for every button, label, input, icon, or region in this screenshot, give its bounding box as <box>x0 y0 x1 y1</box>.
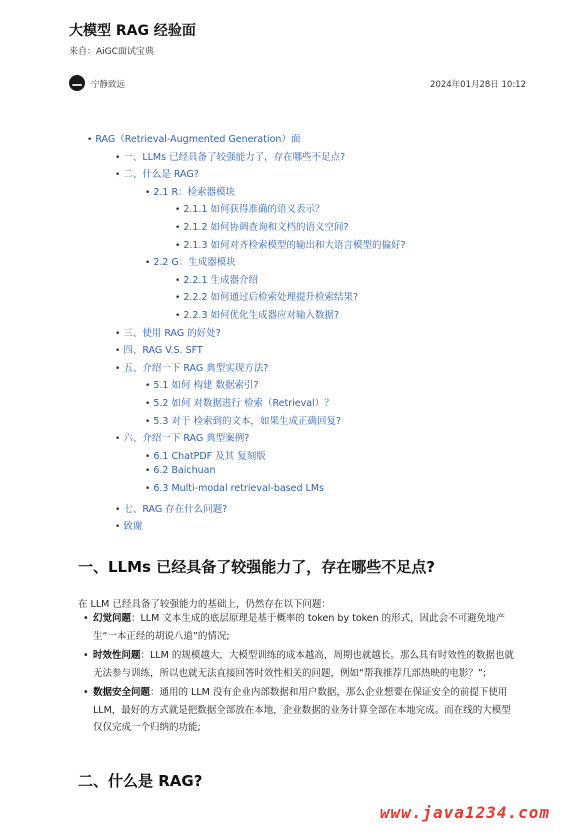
section-heading-2: 二、什么是 RAG? <box>78 772 203 790</box>
bullet-icon: • <box>175 223 181 233</box>
toc-link[interactable]: 6.1 ChatPDF 及其 复刻版 <box>153 450 266 462</box>
toc-link[interactable]: 2.2.1 生成器介绍 <box>183 274 259 286</box>
toc-link[interactable]: 四、RAG V.S. SFT <box>123 345 203 357</box>
toc-link[interactable]: 五、介绍一下 RAG 典型实现方法? <box>123 362 269 374</box>
toc-link[interactable]: 5.2 如何 对数据进行 检索（Retrieval）？ <box>153 398 334 409</box>
bullet-icon: • <box>83 613 89 624</box>
toc-item[interactable] <box>175 289 358 303</box>
toc-item[interactable] <box>115 430 249 444</box>
toc-link[interactable]: 6.2 Baichuan <box>153 465 216 477</box>
bullet-icon: • <box>83 650 89 661</box>
toc-item[interactable] <box>145 395 334 409</box>
toc-link[interactable]: 5.1 如何 构建 数据索引? <box>153 380 259 392</box>
bullet-icon: • <box>145 258 151 269</box>
source-line: 来自：AiGC面试宝典 <box>69 47 154 57</box>
bullet-icon: • <box>115 363 121 374</box>
toc-link[interactable]: 三、使用 RAG 的好处? <box>123 327 221 339</box>
toc-item[interactable] <box>115 360 268 374</box>
toc-item[interactable] <box>115 325 221 339</box>
toc-link[interactable]: RAG（Retrieval-Augmented Generation）面 <box>95 134 301 145</box>
toc-link[interactable]: 2.1.3 如何对齐检索模型的输出和大语言模型的偏好? <box>183 239 406 251</box>
list-item-term: 幻觉问题 <box>93 613 132 624</box>
bullet-icon: • <box>175 205 181 216</box>
toc-item[interactable] <box>115 149 345 163</box>
toc-link[interactable]: 六、介绍一下 RAG 典型案例? <box>123 433 250 445</box>
toc-item[interactable] <box>175 272 258 286</box>
bullet-icon: • <box>115 328 121 339</box>
toc-item[interactable] <box>175 307 339 321</box>
list-item <box>80 647 520 682</box>
bullet-icon: • <box>115 522 121 533</box>
post-date: 2024年01月28日 10:12 <box>430 80 526 90</box>
toc-link[interactable]: 2.1.1 如何获得准确的语义表示？ <box>183 204 325 216</box>
toc-item[interactable] <box>115 166 199 180</box>
toc-item[interactable] <box>87 131 300 145</box>
toc-item[interactable] <box>115 518 142 532</box>
toc-item[interactable] <box>145 483 324 494</box>
bullet-icon: • <box>87 135 93 145</box>
bullet-icon: • <box>115 152 121 163</box>
author-name[interactable]: 宁静致远 <box>91 80 126 90</box>
bullet-icon: • <box>175 240 181 251</box>
toc-link[interactable]: 5.3 对于 检索到的文本，如果生成正确回复? <box>153 415 342 427</box>
bullet-icon: • <box>145 484 151 494</box>
bullet-icon: • <box>115 504 121 515</box>
bullet-icon: • <box>145 399 151 409</box>
list-item-text: ：LLM 文本生成的底层原理是基于概率的 token by token 的形式，因此会不可避免地产生“一本正经的胡说八道”的情况; <box>93 613 506 642</box>
toc-link[interactable]: 二、什么是 RAG? <box>123 169 199 181</box>
toc-item[interactable] <box>145 184 235 198</box>
watermark: www.java1234.com <box>379 803 550 822</box>
section-heading-1: 一、LLMs 已经具备了较强能力了，存在哪些不足点? <box>78 558 435 576</box>
bullet-icon: • <box>145 381 151 392</box>
toc-link[interactable]: 一、LLMs 已经具备了较强能力了，存在哪些不足点? <box>123 151 346 163</box>
toc-item[interactable] <box>145 254 236 268</box>
toc-item[interactable] <box>175 219 349 233</box>
bullet-icon: • <box>175 293 181 304</box>
toc-link[interactable]: 2.2.2 如何通过后检索处理提升检索结果? <box>183 292 359 304</box>
bullet-icon: • <box>115 346 121 357</box>
list-item-text: ：LLM 的规模越大，大模型训练的成本越高，周期也就越长。那么具有时效性的数据也就无法参与训练，所以也就无法直接回答时效性相关的问题，例如“帮我推荐几部热映的电影？”; <box>93 650 514 679</box>
bullet-icon: • <box>145 466 151 477</box>
bullet-icon: • <box>145 416 151 427</box>
toc-link[interactable]: 2.1.2 如何协调查询和文档的语义空间? <box>183 222 349 233</box>
toc-link[interactable]: 2.1 R：检索器模块 <box>153 186 236 198</box>
bullet-icon: • <box>83 687 89 698</box>
bullet-icon: • <box>115 434 121 445</box>
toc-link[interactable]: 6.3 Multi-modal retrieval-based LMs <box>153 483 324 494</box>
toc-item[interactable] <box>145 413 341 427</box>
toc-item[interactable] <box>145 465 216 476</box>
avatar[interactable] <box>69 75 85 91</box>
toc-link[interactable]: 致谢 <box>123 521 143 533</box>
toc-link[interactable]: 七、RAG 存在什么问题? <box>123 503 228 515</box>
toc-link[interactable]: 2.2 G：生成器模块 <box>153 257 236 269</box>
bullet-icon: • <box>115 170 121 181</box>
list-item <box>80 684 520 737</box>
list-item-term: 数据安全问题 <box>93 687 151 698</box>
toc-item[interactable] <box>115 342 203 356</box>
list-item-text: ：通用的 LLM 没有企业内部数据和用户数据，那么企业想要在保证安全的前提下使用 LLM，最好的方式就是把数据全部放在本地，企业数据的业务计算全部在本地完成。而在线的大模型仅仅完成一个归纳的功能; <box>93 687 511 733</box>
toc-item[interactable] <box>145 448 266 462</box>
toc-item[interactable] <box>115 501 227 515</box>
toc-item[interactable] <box>145 377 259 391</box>
bullet-list <box>80 610 520 739</box>
bullet-icon: • <box>145 187 151 198</box>
bullet-icon: • <box>175 311 181 321</box>
list-item <box>80 610 520 645</box>
toc-item[interactable] <box>175 237 406 251</box>
section-intro: 在 LLM 已经具备了较强能力的基础上，仍然存在以下问题： <box>78 599 331 610</box>
bullet-icon: • <box>145 451 151 462</box>
toc-link[interactable]: 2.2.3 如何优化生成器应对输入数据? <box>183 310 340 321</box>
bullet-icon: • <box>175 275 181 286</box>
page-title: 大模型 RAG 经验面 <box>69 23 196 39</box>
list-item-term: 时效性问题 <box>93 650 141 661</box>
toc-item[interactable] <box>175 201 325 215</box>
